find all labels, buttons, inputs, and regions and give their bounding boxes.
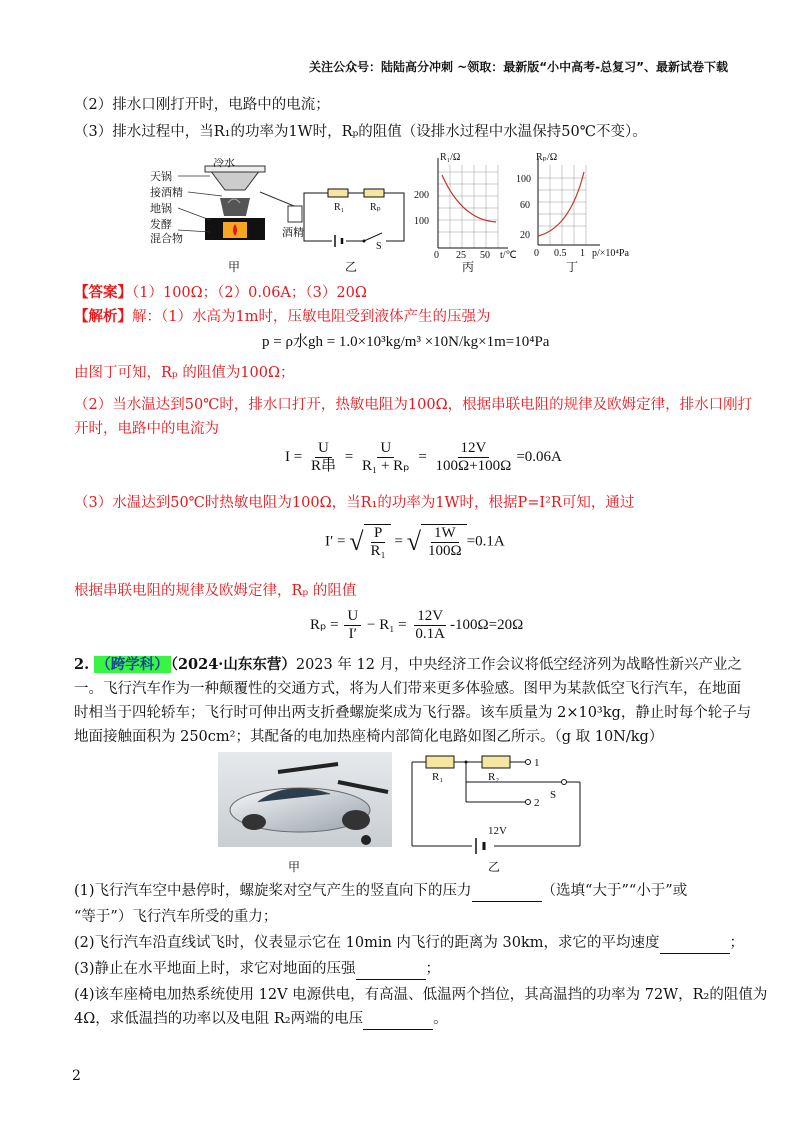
figure-jia-apparatus: [150, 158, 310, 268]
q2-item4: (4)该车座椅电加热系统使用 12V 电源供电，有高温、低温两个挡位，其高温挡的功率为 72W，R₂的阻值为: [74, 987, 768, 1003]
graph-ding-ylabel: Rₚ/Ω: [536, 152, 558, 163]
seat-circuit-caption: 乙: [488, 860, 501, 874]
answer-tag: 【答案】: [74, 284, 132, 301]
analysis-line-1: [74, 306, 726, 328]
formula-pressure: p = ρ水gh = 1.0×10³kg/m³ ×10N/kg×1m=10⁴Pa: [262, 334, 550, 350]
car-caption: 甲: [288, 860, 301, 874]
formula-resistance: Rₚ = $\frac{U}{I'}$ − R₁ = $\frac{12V}{0.1A}$ -100Ω=20Ω: [310, 608, 524, 642]
q1-part3: （3）排水过程中，当R₁的功率为1W时，Rₚ的阻值（设排水过程中水温保持50℃不变）。: [74, 124, 647, 140]
analysis-line-4: （3）水温达到50℃时热敏电阻为100Ω，当R₁的功率为1W时，根据P=I²R可知，通过: [74, 495, 635, 511]
figure-bing-caption: 丙: [462, 260, 475, 274]
circuit1-r1: R₁: [334, 202, 345, 213]
q2-item1: (1)飞行汽车空中悬停时，螺旋桨对空气产生的竖直向下的压力 （选填“大于”“小于”或: [74, 880, 726, 902]
label-sky-pot: 天锅: [150, 171, 172, 183]
graph-bing-xtick-50: 50: [480, 250, 490, 260]
seat-circuit-r1: R₁: [432, 771, 444, 783]
analysis-line-5: 根据串联电阻的规律及欧姆定律，Rₚ 的阻值: [74, 583, 357, 599]
figure-jia-caption: 甲: [228, 260, 241, 274]
graph-ding-xtick-05: 0.5: [554, 248, 567, 259]
answer-text: （1）100Ω；（2）0.06A；（3）20Ω: [132, 285, 367, 301]
seat-circuit-voltage: 12V: [488, 825, 507, 837]
graph-ding-xlabel: p/×10⁴Pa: [592, 248, 629, 259]
seat-circuit-r2: R₂: [488, 771, 500, 783]
answer-blank-2[interactable]: [660, 939, 730, 954]
q2-item1-cont: “等于”）飞行汽车所受的重力；: [74, 909, 278, 925]
answer-line: [74, 282, 726, 304]
graph-bing-ytick-100: 100: [414, 216, 429, 227]
label-ferment: 发酵: [150, 219, 172, 231]
figure-yi-circuit: [300, 185, 410, 250]
q2-item4-cont: 4Ω，求低温挡的功率以及电阻 R₂两端的电压 。: [74, 1008, 726, 1030]
graph-bing-ytick-200: 200: [414, 190, 429, 201]
graph-ding-xtick-1: 1: [580, 248, 585, 259]
figure-ding-graph: [510, 150, 650, 260]
figure-ding-caption: 丁: [566, 260, 579, 274]
graph-bing-ylabel: R₁/Ω: [440, 152, 461, 163]
label-earth-pot: 地锅: [150, 203, 172, 215]
graph-bing-xtick-25: 25: [456, 250, 466, 260]
q2-tag: （跨学科）: [96, 656, 169, 673]
label-alcohol: 酒精: [282, 227, 304, 239]
q2-stem-line-3: 时相当于四轮轿车；飞行时可伸出两支折叠螺旋桨成为飞行器。该车质量为 2×10³kg，静止时每个轮子与: [74, 705, 752, 721]
seat-circuit-contact-1: 1: [534, 757, 540, 769]
analysis-line-3b: 开时，电路中的电流为: [74, 421, 219, 437]
seat-circuit-switch: S: [550, 789, 557, 801]
label-mixture: 混合物: [150, 233, 183, 245]
label-collect: 接酒精: [150, 187, 183, 199]
answer-blank-4[interactable]: [363, 1015, 433, 1030]
q2-number: 2.: [74, 656, 90, 673]
q2-stem-line-4: 地面接触面积为 250cm²；其配备的电加热座椅内部简化电路如图乙所示。（g 取 10N/kg）: [74, 729, 664, 745]
circuit1-switch: S: [376, 241, 382, 250]
q2-item2: (2)飞行汽车沿直线试飞时，仪表显示它在 10min 内飞行的距离为 30km，求它的平均速度 ；: [74, 932, 726, 954]
figure-bing-graph: [410, 150, 525, 260]
answer-blank-3[interactable]: [356, 965, 426, 980]
formula-current: I = $\frac{U}{\text{R串}}$ = $\frac{U}{\text{R₁ + Rₚ}}$ = $\frac{12V}{100\Omega+100\Omega}$ =0.06A: [285, 440, 562, 474]
q1-part2: （2）排水口刚打开时，电路中的电流；: [74, 97, 330, 113]
graph-bing-xtick-0: 0: [434, 250, 439, 260]
figure-seat-circuit: [404, 748, 594, 858]
answer-blank-1[interactable]: [472, 887, 542, 902]
graph-bing-xlabel: t/℃: [500, 250, 517, 260]
q2-stem-1: 2023 年 12 月，中央经济工作会议将低空经济列为战略性新兴产业之: [295, 657, 743, 673]
analysis-line-3a: （2）当水温达到50℃时，排水口打开，热敏电阻为100Ω，根据串联电阻的规律及欧姆定律，排水口刚打: [74, 397, 753, 413]
page-header: 关注公众号：陆陆高分冲刺 ~领取：最新版“小中高考-总复习”、最新试卷下载: [309, 60, 728, 74]
graph-ding-xtick-0: 0: [534, 248, 539, 259]
graph-ding-ytick-60: 60: [520, 200, 530, 211]
graph-ding-ytick-20: 20: [520, 230, 530, 241]
analysis-tag: 【解析】: [74, 308, 132, 325]
figure-flying-car: [218, 752, 392, 847]
q2-stem-line-2: 一。飞行汽车作为一种颠覆性的交通方式，将为人们带来更多体验感。图甲为某款低空飞行汽车，在地面: [74, 681, 741, 697]
page-number: 2: [72, 1068, 81, 1084]
formula-current-2: I′ = √ $\frac{P}{\text{R₁}}$ = √ $\frac{1W}{100\Omega}$ =0.1A: [325, 525, 505, 559]
analysis-line-2: 由图丁可知，Rₚ 的阻值为100Ω；: [74, 365, 295, 381]
analysis-text-1: 解：（1）水高为1m时，压敏电阻受到液体产生的压强为: [132, 309, 491, 325]
q2-source: （2024·山东东营）: [170, 656, 296, 673]
q2-item3: (3)静止在水平地面上时，求它对地面的压强 ；: [74, 958, 726, 980]
label-cold-water: 冷水: [213, 158, 235, 169]
graph-ding-ytick-100: 100: [516, 174, 531, 185]
figure-yi-caption: 乙: [345, 260, 358, 274]
seat-circuit-contact-2: 2: [534, 797, 540, 809]
q2-stem-line-1: [74, 654, 743, 676]
circuit1-rp: Rₚ: [370, 202, 381, 213]
